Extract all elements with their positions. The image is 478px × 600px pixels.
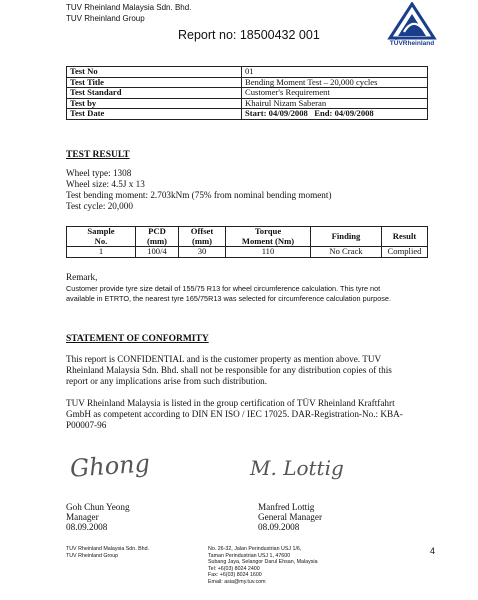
info-label: Test Title [67, 77, 242, 88]
info-label: Test by [67, 98, 242, 109]
start-date: 04/09/2008 [268, 108, 308, 118]
col-header: PCD (mm) [136, 227, 179, 247]
col-header: Finding [311, 227, 382, 247]
text-line: TUV Rheinland Malaysia is listed in the group certification of TÜV Rheinland Kraftfahrt [66, 398, 395, 408]
page-number: 4 [430, 546, 436, 556]
text-line: GmbH as competent according to DIN EN ISO / IEC 17025. DAR-Registration-No.: KBA- [66, 409, 403, 419]
footer-line: No. 26-32, Jalan Perindustrian USJ 1/6, [208, 546, 302, 552]
company-name: TUV Rheinland Malaysia Sdn. Bhd. [66, 3, 192, 12]
test-info-table [66, 66, 428, 120]
info-value: Customer's Requirement [242, 88, 428, 99]
table-row [67, 88, 428, 99]
text-line: P00007-96 [66, 420, 107, 430]
wheel-type: Wheel type: 1308 [66, 168, 132, 178]
remark-body [66, 284, 438, 304]
test-result-details [66, 168, 332, 212]
info-value: Bending Moment Test – 20,000 cycles [242, 77, 428, 88]
table-cell: 30 [179, 247, 226, 258]
signatory-name: Manfred Lottig [258, 502, 315, 512]
test-cycle: Test cycle: 20,000 [66, 201, 133, 211]
remark-line: available in ETRTO, the nearest tyre 165/75R13 was selected for circumference calculation purpose. [66, 294, 392, 303]
logo-wordmark: TÜVRheinland [389, 40, 435, 47]
test-date-value [242, 109, 428, 120]
table-header-row [67, 227, 428, 247]
test-result-title: TEST RESULT [66, 150, 130, 160]
table-row [67, 247, 428, 258]
info-value: Khairul Nizam Saberan [242, 98, 428, 109]
table-row [67, 109, 428, 120]
footer-line: Email: asia@my.tuv.com [208, 578, 266, 585]
company-header [66, 2, 191, 24]
start-label: Start: [245, 108, 267, 118]
conformity-paragraph-2 [66, 398, 403, 431]
remark-title: Remark, [66, 272, 98, 282]
signatory-title: Manager [66, 512, 99, 522]
wheel-size: Wheel size: 4.5J x 13 [66, 179, 145, 189]
tuv-triangle-icon [382, 2, 442, 40]
signatory-date: 08.09.2008 [258, 522, 300, 532]
footer-line: Subang Jaya, Selangor Darul Ehsan, Malaysia [208, 559, 318, 566]
result-table [66, 226, 428, 258]
signatory-right [258, 502, 322, 532]
conformity-title: STATEMENT OF CONFORMITY [66, 334, 209, 344]
table-cell: 110 [226, 247, 311, 258]
signatory-left [66, 502, 130, 532]
company-group: TUV Rheinland Group [66, 14, 145, 23]
table-cell: No Crack [311, 247, 382, 258]
conformity-paragraph-1 [66, 354, 392, 387]
table-row [67, 98, 428, 109]
end-date: 04/09/2008 [334, 108, 374, 118]
bending-moment: Test bending moment: 2.703kNm (75% from nominal bending moment) [66, 190, 332, 200]
table-row [67, 77, 428, 88]
report-number: Report no: 18500432 001 [178, 28, 320, 42]
info-label: Test Standard [67, 88, 242, 99]
col-header: Sample No. [67, 227, 136, 247]
table-cell: 100/4 [136, 247, 179, 258]
footer-line: Taman Perindustrian USJ 1, 47600 [208, 552, 291, 559]
signature-left: Ghong [69, 449, 151, 483]
signatory-title: General Manager [258, 512, 323, 522]
footer-line: TUV Rheinland Malaysia Sdn. Bhd. [66, 546, 150, 552]
signatory-name: Goh Chun Yeong [66, 502, 130, 512]
text-line: Rheinland Malaysia Sdn. Bhd. shall not be responsible for any distribution copies of this [66, 365, 392, 375]
signature-right: M. Lottig [250, 456, 344, 480]
col-header: Torque Moment (Nm) [226, 227, 311, 247]
info-label: Test No [67, 67, 242, 78]
tuv-logo [382, 2, 442, 50]
info-label: Test Date [67, 109, 242, 120]
text-line: report or any implications arise from such distribution. [66, 376, 268, 386]
end-label: End: [314, 108, 333, 118]
col-header: Offset (mm) [179, 227, 226, 247]
footer-address [208, 546, 318, 586]
table-row [67, 67, 428, 78]
col-header: Result [382, 227, 428, 247]
footer-company [66, 546, 149, 559]
footer-line: TUV Rheinland Group [66, 552, 119, 559]
text-line: This report is CONFIDENTIAL and is the customer property as mention above. TUV [66, 354, 382, 364]
table-cell: 1 [67, 247, 136, 258]
info-value: 01 [242, 67, 428, 78]
table-cell: Complied [382, 247, 428, 258]
footer-line: Tel: +6(03) 8024 2400 [208, 565, 260, 572]
remark-line: Customer provide tyre size detail of 155/75 R13 for wheel circumference calculation. This tyre not [66, 284, 381, 293]
footer-line: Fax: +6(03) 8024 1600 [208, 572, 262, 579]
signatory-date: 08.09.2008 [66, 522, 108, 532]
